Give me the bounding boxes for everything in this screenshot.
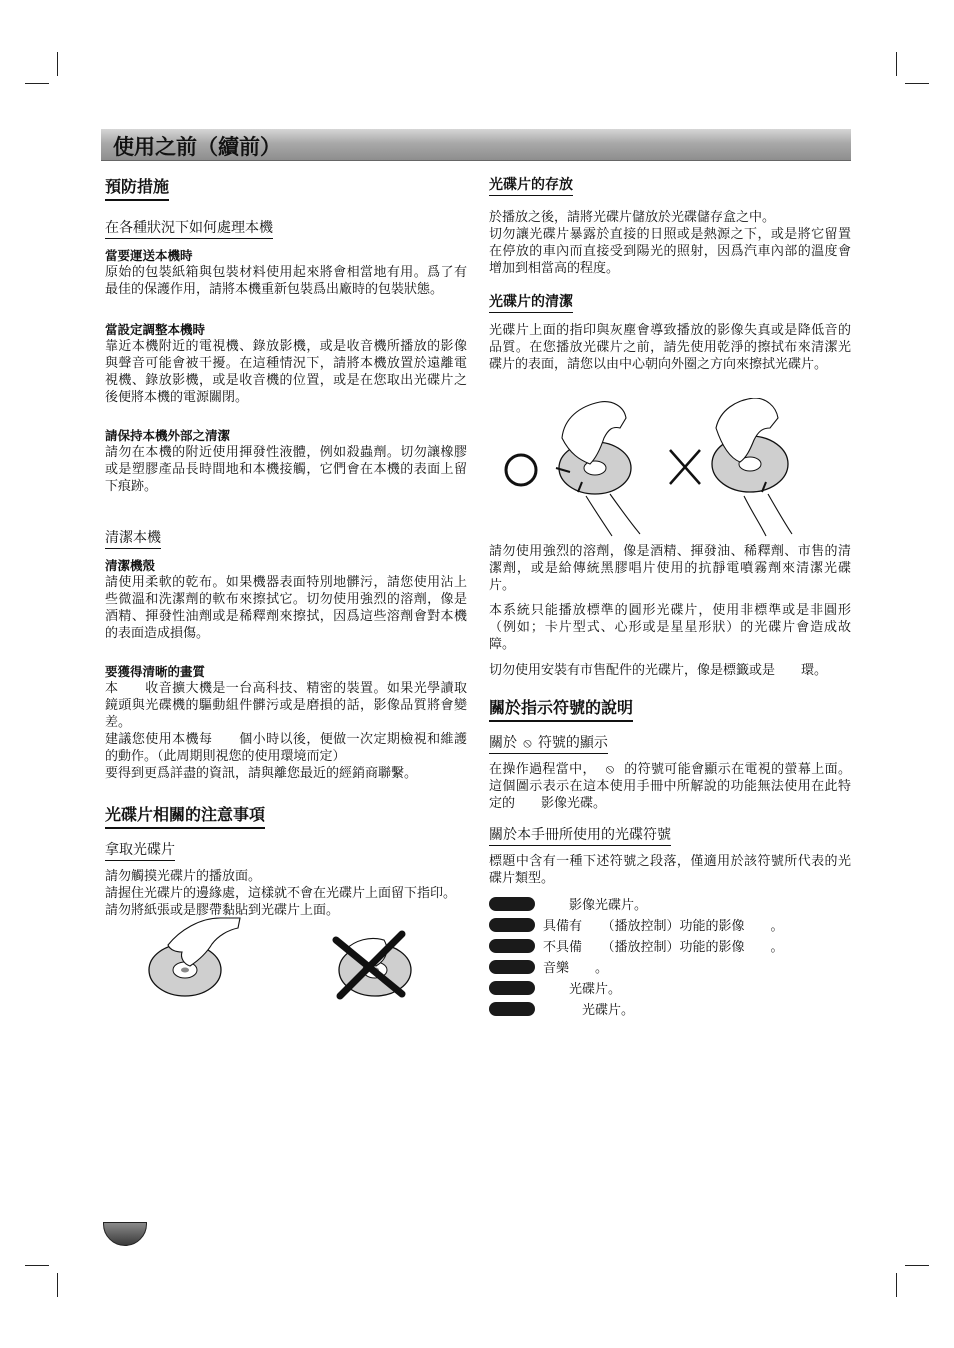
list-item [489,914,851,935]
text-setup: 靠近本機附近的電視機、錄放影機，或是收音機所播放的影像與聲音可能會被干擾。在這種情況下，請將本機放置於遠離電視機、錄放影機，或是收音機的位置，或是在您取出光碟片之後便將本機的電源關閉。 [105,339,467,405]
left-column [105,174,467,919]
prohibit-icon: ⦸ [605,762,615,777]
page-number-tab [103,1222,147,1246]
heading-setup: 當設定調整本機時 [105,322,206,337]
disc-symbol-description: 光碟片。 [543,982,622,997]
crop-mark [905,1265,929,1266]
prohibit-icon: ⦸ [523,736,532,751]
wrong-cross-icon [670,450,700,484]
subsection-title-disc-handling: 拿取光碟片 [105,839,175,861]
disc-correct-illustration [149,918,240,996]
disc-cleaning-illustration [500,398,850,538]
disc-symbol-description: 音樂 。 [543,961,609,976]
text-no-solvents: 請勿使用強烈的溶劑，像是酒精、揮發油、稀釋劑、市售的清潔劑，或是給傳統黑膠唱片使用的抗靜電噴霧劑來清潔光碟片。 [489,544,851,593]
crop-mark [896,1273,897,1297]
crop-mark [25,83,49,84]
page-title-bar [101,129,851,161]
text-disc-cleaning: 光碟片上面的指印與灰塵會導致播放的影像失真或是降低音的品質。在您播放光碟片之前，請先使用乾淨的擦拭布來清潔光碟片的表面，請您以由中心朝向外圈之方向來擦拭光碟片。 [489,323,851,372]
text-disc-handling-2: 請握住光碟片的邊緣處，這樣就不會在光碟片上面留下指印。 [105,886,457,901]
text-prohibit-symbol-b: 的符號可能會顯示在電視的螢幕上面。這個圖示表示在這本使用手冊中所解說的功能無法使用在此特定的 影像光碟。 [489,762,851,811]
crop-mark [57,1273,58,1297]
subsection-title-disc-symbols: 關於本手冊所使用的光碟符號 [489,824,671,846]
text-storage-2: 切勿讓光碟片暴露於直接的日照或是熱源之下，或是將它留置在停放的車內而直接受到陽光的照射，因爲汽車內部的溫度會增加到相當高的程度。 [489,227,851,276]
disc-wipe-wrong-illustration [712,398,792,536]
subsection-title-handling: 在各種狀況下如何處理本機 [105,217,273,239]
crop-mark [25,1265,49,1266]
text-transport: 原始的包裝紙箱與包裝材料使用起來將會相當地有用。爲了有最佳的保護作用，請將本機重新包裝爲出廠時的包裝狀態。 [105,265,467,297]
subsection-title-prohibit-symbol [489,732,608,754]
text-disc-handling-3: 請勿將紙張或是膠帶黏貼到光碟片上面。 [105,903,340,918]
right-column-bottom [489,543,851,1019]
disc-symbol-description: 光碟片。 [543,1003,635,1018]
section-title-disc-notes: 光碟片相關的注意事項 [105,802,265,829]
heading-cabinet: 清潔機殼 [105,558,156,573]
crop-mark [896,52,897,76]
heading-transport: 當要運送本機時 [105,248,193,263]
text-picture-1: 本 收音擴大機是一台高科技、精密的裝置。如果光學讀取鏡頭與光碟機的驅動組件髒污或是磨損的話，影像品質將會變差。 [105,681,467,730]
prohibit-symbol-prefix: 關於 [489,735,517,751]
disc-type-badge-icon [489,918,535,932]
disc-handling-illustration [140,910,430,1000]
text-prohibit-symbol [489,761,851,812]
text-exterior: 請勿在本機的附近使用揮發性液體，例如殺蟲劑。切勿讓橡膠或是塑膠產品長時間地和本機接觸，它們會在本機的表面上留下痕跡。 [105,445,467,494]
text-standard-discs: 本系統只能播放標準的圓形光碟片，使用非標準或是非圓形（例如；卡片型式、心形或是星星形狀）的光碟片會造成故障。 [489,603,851,652]
disc-wipe-correct-illustration [556,402,640,536]
subsection-title-cleaning: 清潔本機 [105,527,161,549]
disc-type-badge-icon [489,1002,535,1016]
text-cabinet: 請使用柔軟的乾布。如果機器表面特別地髒污，請您使用沾上些微溫和洗潔劑的軟布來擦拭它。切勿使用強烈的溶劑，像是酒精、揮發性油劑或是稀釋劑來擦拭，因爲這些溶劑會對本機的表面造成損傷。 [105,575,467,641]
disc-symbol-description: 影像光碟片。 [543,898,648,913]
list-item [489,956,851,977]
text-no-accessories: 切勿使用安裝有市售配件的光碟片，像是標籤或是 環。 [489,663,828,678]
crop-mark [905,83,929,84]
prohibit-symbol-suffix: 符號的顯示 [537,735,608,751]
section-title-symbols: 關於指示符號的說明 [489,695,633,722]
text-prohibit-symbol-a: 在操作過程當中， [489,762,596,777]
subsection-title-storage: 光碟片的存放 [489,174,573,196]
disc-type-badge-icon [489,939,535,953]
disc-wrong-illustration [336,934,411,996]
list-item [489,893,851,914]
disc-type-badge-icon [489,897,535,911]
text-picture-3: 要得到更爲詳盡的資訊，請與離您最近的經銷商聯繫。 [105,766,418,781]
disc-symbol-list [489,893,851,1019]
right-column-top [489,174,851,373]
disc-type-badge-icon [489,960,535,974]
text-disc-handling-1: 請勿觸摸光碟片的播放面。 [105,869,262,884]
subsection-title-disc-cleaning: 光碟片的清潔 [489,291,573,313]
text-storage-1: 於播放之後，請將光碟片儲放於光碟儲存盒之中。 [489,210,776,225]
section-title-precautions: 預防措施 [105,174,169,201]
text-disc-symbols: 標題中含有一種下述符號之段落，僅適用於該符號所代表的光碟片類型。 [489,854,851,886]
disc-type-badge-icon [489,981,535,995]
list-item [489,977,851,998]
text-picture-2: 建議您使用本機每 個小時以後，便做一次定期檢視和維護的動作。（此周期則視您的使用環境而定） [105,732,467,764]
crop-mark [57,52,58,76]
heading-picture: 要獲得清晰的畫質 [105,664,206,679]
disc-symbol-description: 具備有 （播放控制）功能的影像 。 [543,919,784,934]
list-item [489,935,851,956]
correct-circle-icon [506,455,536,485]
heading-exterior: 請保持本機外部之清潔 [105,428,231,443]
page-title: 使用之前（續前） [113,135,281,159]
disc-symbol-description: 不具備 （播放控制）功能的影像 。 [543,940,784,955]
list-item [489,998,851,1019]
